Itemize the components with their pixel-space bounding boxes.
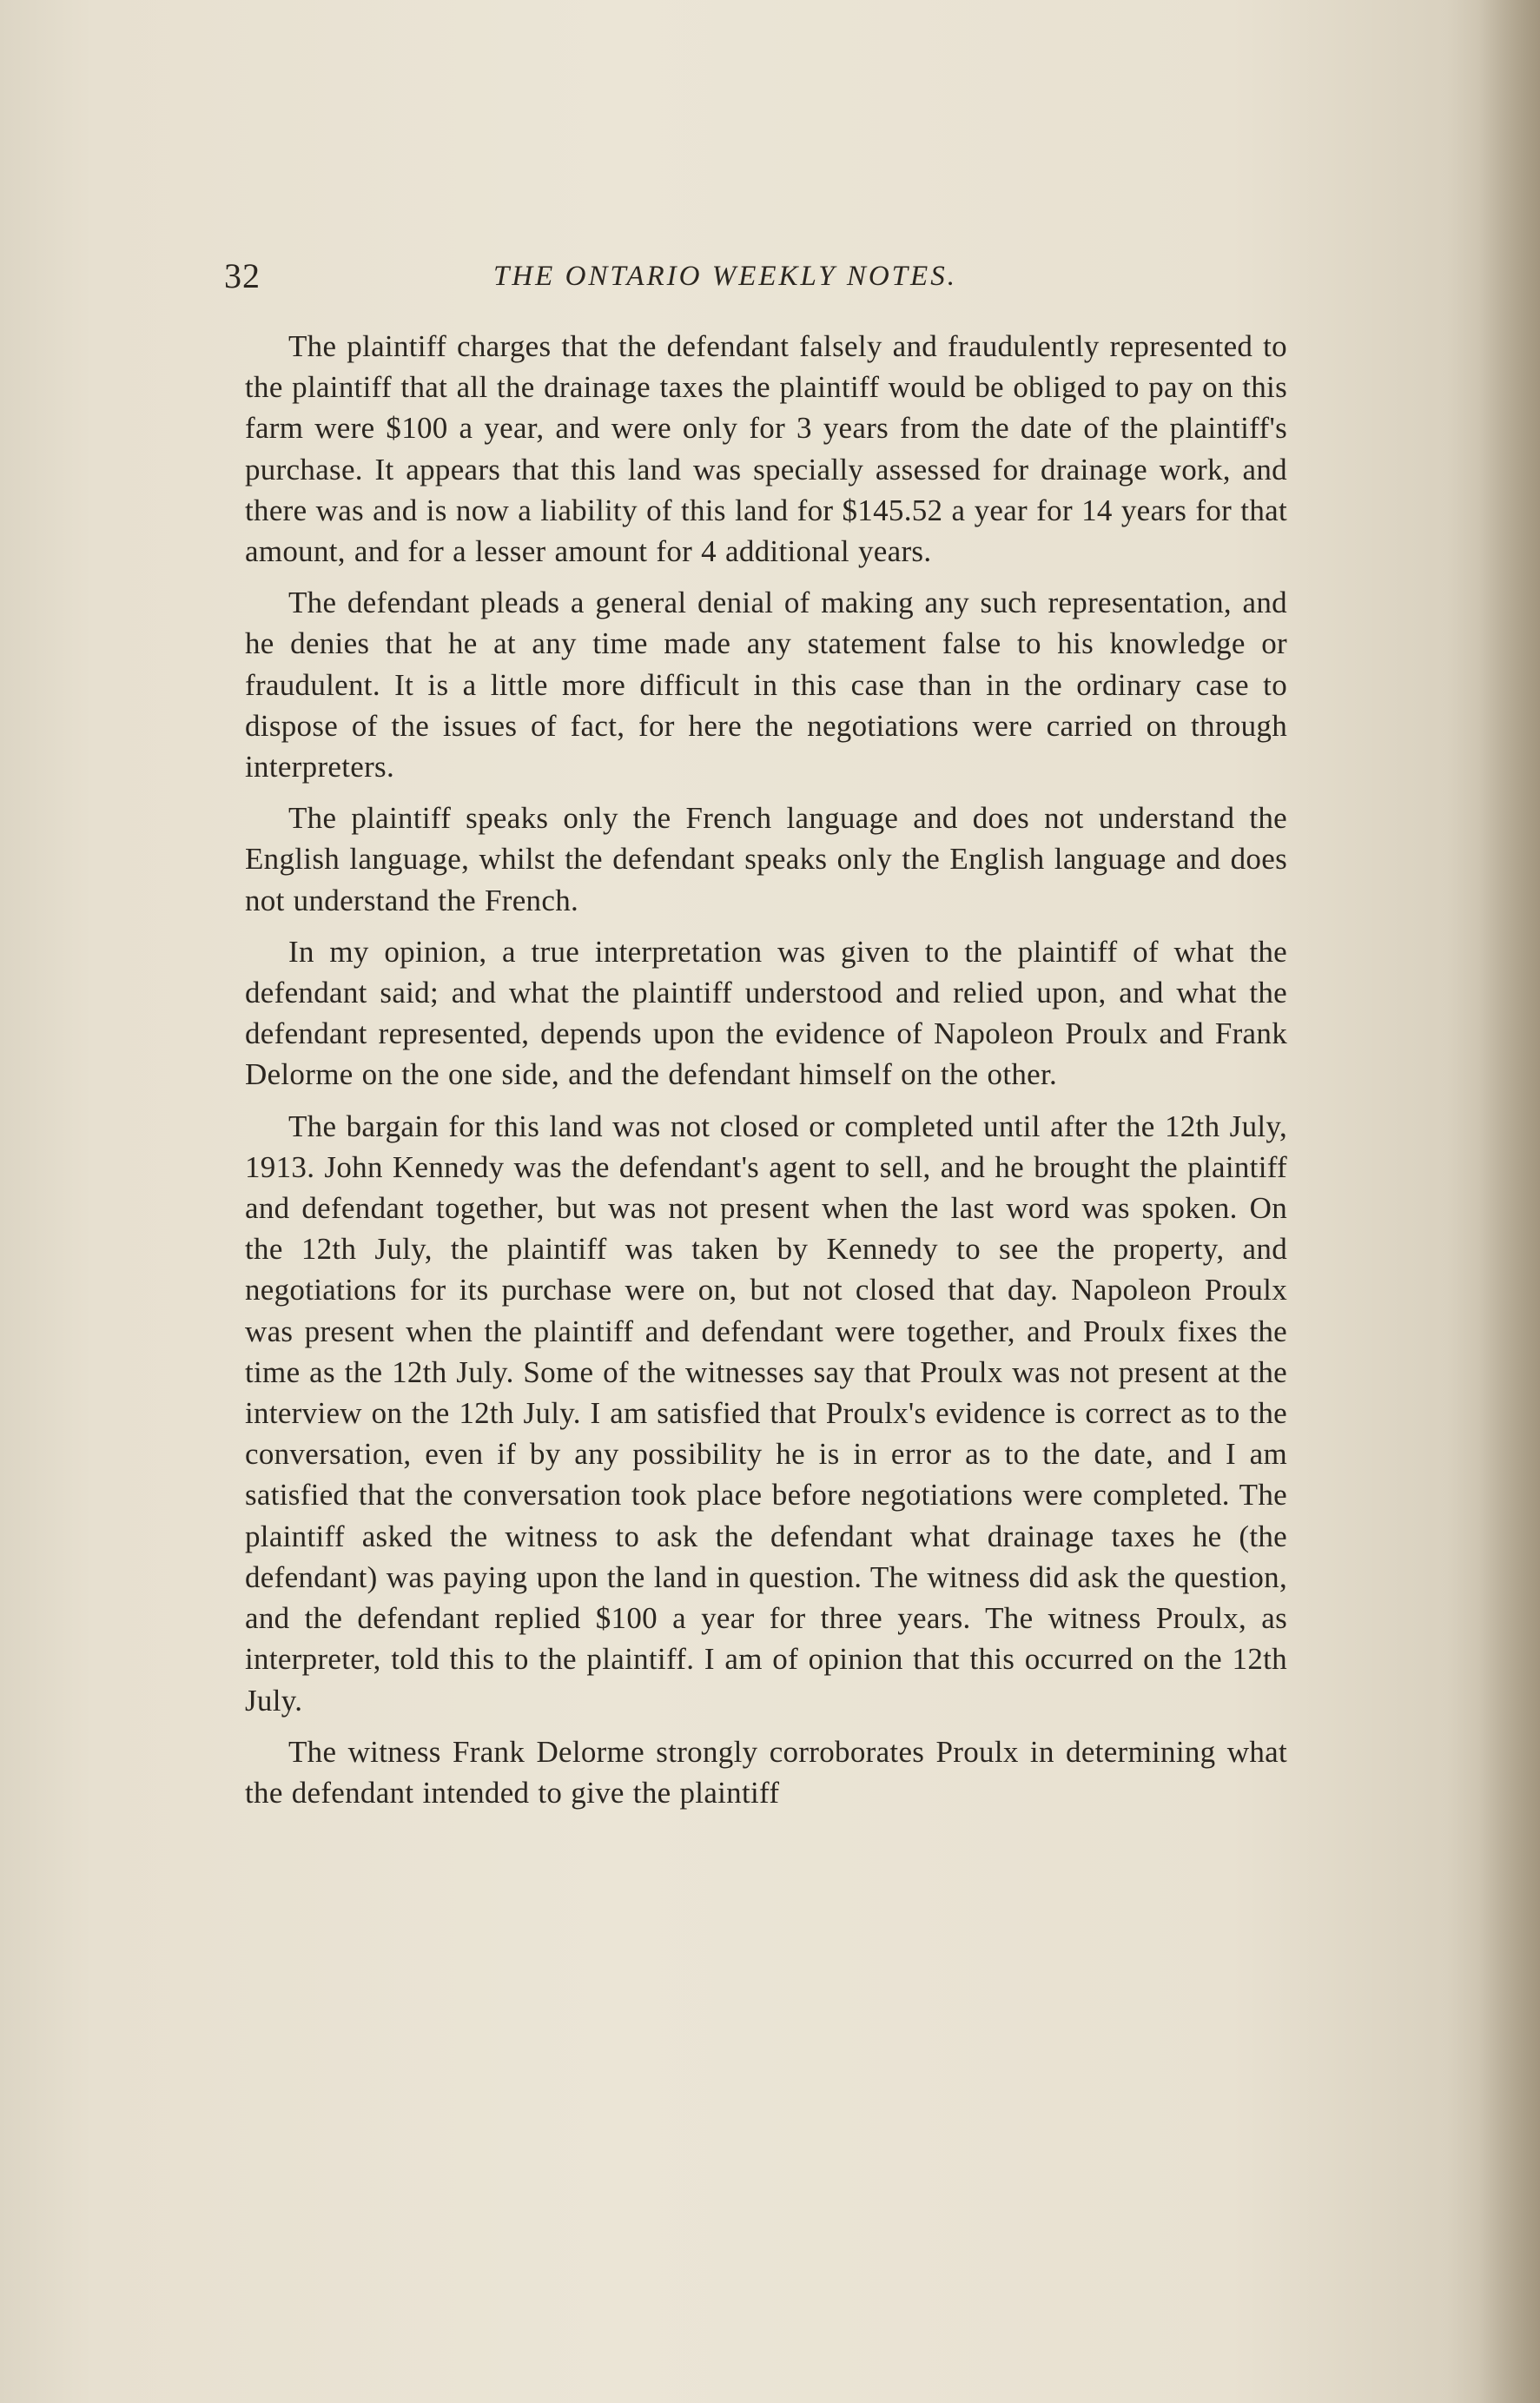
paragraph: In my opinion, a true interpretation was given to the plaintiff of what the defendant said; and what the plaintiff understood and relied upon, and what the defendant represented, depends upon the evidence of Napoleon Proulx and Frank Delorme on the one side, and the defendant himself on the other. — [245, 934, 1287, 1092]
page-number: 32 — [224, 256, 261, 295]
paragraph: The witness Frank Delorme strongly corroborates Proulx in determining what the defendant intended to give the plaintiff — [245, 1734, 1287, 1810]
paragraph: The plaintiff charges that the defendant falsely and fraudulently represented to the plaintiff that all the drainage taxes the plaintiff would be obliged to pay on this farm were $100 a year, and were only for 3 years from the date of the plaintiff's purchase. It appears that this land was specially assessed for drainage work, and there was and is now a liability of this land for $145.52 a year for 14 years for that amount, and for a lesser amount for 4 additional years. — [245, 329, 1287, 569]
paragraph: The plaintiff speaks only the French language and does not understand the English language, whilst the defendant speaks only the English language and does not understand the French. — [245, 801, 1287, 917]
running-title: THE ONTARIO WEEKLY NOTES. — [493, 261, 957, 292]
paragraph: The defendant pleads a general denial of making any such representation, and he denies that he at any time made any statement false to his knowledge or fraudulent. It is a little more difficult in this case than in the ordinary case to dispose of the issues of fact, for here the negotiations were carried on through interpreters. — [245, 586, 1287, 784]
page-edge-shadow — [1479, 0, 1540, 2403]
paragraph: The bargain for this land was not closed or completed until after the 12th July, 1913. John Kennedy was the defendant's agent to sell, and he brought the plaintiff and defendant together, but was not present when the last word was spoken. On the 12th July, the plaintiff was taken by Kennedy to see the property, and negotiations for its purchase were on, but not closed that day. Napoleon Proulx was present when the plaintiff and defendant were together, and Proulx fixes the time as the 12th July. Some of the witnesses say that Proulx was not present at the interview on the 12th July. I am satisfied that Proulx's evidence is correct as to the conversation, even if by any possibility he is in error as to the date, and I am satisfied that the conversation took place before negotiations were completed. The plaintiff asked the witness to ask the defendant what drainage taxes he (the defendant) was paying upon the land in question. The witness did ask the question, and the defendant replied $100 a year for three years. The witness Proulx, as interpreter, told this to the plaintiff. I am of opinion that this occurred on the 12th July. — [245, 1109, 1287, 1718]
page-header — [224, 250, 1301, 302]
body-text — [245, 326, 1287, 1824]
